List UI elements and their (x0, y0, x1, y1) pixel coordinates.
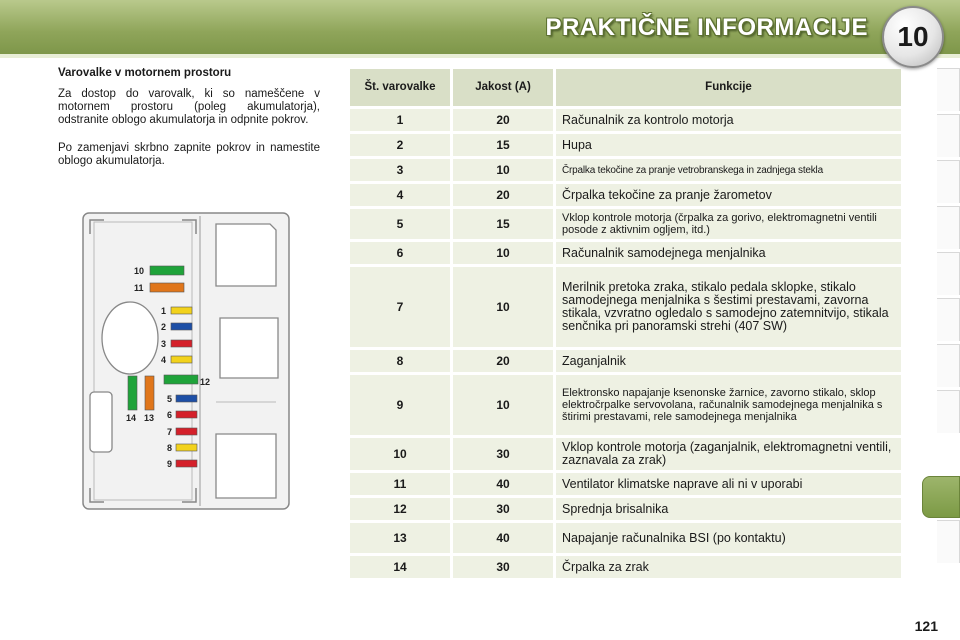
amperage-cell: 15 (453, 209, 553, 239)
amperage-cell: 40 (453, 473, 553, 495)
function-cell: Računalnik za kontrolo motorja (556, 109, 901, 131)
function-cell: Zaganjalnik (556, 350, 901, 372)
fuse-5 (176, 395, 197, 402)
section-heading: Varovalke v motornem prostoru (58, 67, 232, 79)
amperage-cell: 10 (453, 267, 553, 347)
fuse-number-cell: 3 (350, 159, 450, 181)
fuse-10 (150, 266, 184, 275)
fuse-6 (176, 411, 197, 418)
intro-paragraph: Po zamenjavi skrbno zapnite pokrov in namestite oblogo akumulatorja. (58, 142, 320, 167)
fuse-label: 6 (167, 410, 173, 420)
table-row (350, 109, 901, 131)
fuse-7 (176, 428, 197, 435)
chapter-tab[interactable] (937, 206, 960, 249)
fuse-label: 1 (161, 306, 167, 316)
fuse-label: 4 (161, 355, 167, 365)
fuse-2 (171, 323, 192, 330)
fuse-number-cell: 12 (350, 498, 450, 520)
fuse-number-cell: 4 (350, 184, 450, 206)
amperage-cell: 10 (453, 159, 553, 181)
function-cell: Napajanje računalnika BSI (po kontaktu) (556, 523, 901, 553)
function-cell: Ventilator klimatske naprave ali ni v uporabi (556, 473, 901, 495)
fuse-number-cell: 1 (350, 109, 450, 131)
table-header-row (350, 69, 901, 106)
amperage-cell: 20 (453, 109, 553, 131)
fuse-4 (171, 356, 192, 363)
table-row (350, 375, 901, 435)
table-row (350, 209, 901, 239)
chapter-tab[interactable] (937, 390, 960, 433)
amperage-cell: 10 (453, 375, 553, 435)
chapter-tab[interactable] (937, 114, 960, 157)
fuse-11 (150, 283, 184, 292)
fuse-label: 2 (161, 322, 167, 332)
page-header (0, 0, 960, 58)
fuse-label: 3 (161, 339, 167, 349)
chapter-tab[interactable] (937, 344, 960, 387)
function-cell: Računalnik samodejnega menjalnika (556, 242, 901, 264)
chapter-tabs (930, 68, 960, 578)
table-row (350, 134, 901, 156)
table-row (350, 159, 901, 181)
function-cell: Hupa (556, 134, 901, 156)
function-cell: Vklop kontrole motorja (zaganjalnik, elektromagnetni ventili, zaznavala za zrak) (556, 438, 901, 470)
amperage-cell: 30 (453, 556, 553, 578)
connector-socket (90, 392, 112, 452)
fuse-number-cell: 7 (350, 267, 450, 347)
amperage-cell: 30 (453, 498, 553, 520)
fuse-number-cell: 14 (350, 556, 450, 578)
table-row (350, 267, 901, 347)
function-cell: Črpalka tekočine za pranje žarometov (556, 184, 901, 206)
chapter-tab[interactable] (937, 520, 960, 563)
fuse-table (347, 66, 904, 581)
header-fuse-number: Št. varovalke (350, 69, 450, 106)
relay-block (216, 434, 276, 498)
chapter-tab[interactable] (937, 68, 960, 111)
amperage-cell: 15 (453, 134, 553, 156)
function-cell: Črpalka za zrak (556, 556, 901, 578)
fuse-12 (164, 375, 198, 384)
relay-block (216, 224, 276, 286)
chapter-title: PRAKTIČNE INFORMACIJE (545, 14, 868, 41)
fuse-label: 9 (167, 459, 173, 469)
page-number: 121 (914, 618, 938, 634)
table-row (350, 523, 901, 553)
table-row (350, 498, 901, 520)
intro-paragraph: Za dostop do varovalk, ki so nameščene v motornem prostoru (poleg akumulatorja), odstranite oblogo akumulatorja in odpnite pokrov. (58, 88, 320, 126)
fuse-8 (176, 444, 197, 451)
amperage-cell: 20 (453, 350, 553, 372)
fuse-label: 13 (144, 413, 155, 423)
function-cell: Elektronsko napajanje ksenonske žarnice, zavorno stikalo, sklop elektročrpalke servovolana, računalnik samodejnega menjalnika s štirimi prestavami, rele samodejnega menjalnika (556, 375, 901, 435)
fuse-label: 12 (200, 377, 211, 387)
amperage-cell: 10 (453, 242, 553, 264)
amperage-cell: 20 (453, 184, 553, 206)
fuse-13 (145, 376, 154, 410)
connector-socket (102, 302, 158, 374)
function-cell: Vklop kontrole motorja (črpalka za gorivo, elektromagnetni ventili posode z aktivnim ogljem, itd.) (556, 209, 901, 239)
amperage-cell: 30 (453, 438, 553, 470)
table-row (350, 473, 901, 495)
function-cell: Črpalka tekočine za pranje vetrobranskega in zadnjega stekla (556, 159, 901, 181)
chapter-tab[interactable] (937, 298, 960, 341)
chapter-number-badge: 10 (882, 6, 944, 68)
amperage-cell: 40 (453, 523, 553, 553)
table-row (350, 184, 901, 206)
fuse-label: 5 (167, 394, 173, 404)
fuse-1 (171, 307, 192, 314)
table-row (350, 242, 901, 264)
fuse-14 (128, 376, 137, 410)
function-cell: Sprednja brisalnika (556, 498, 901, 520)
fuse-number-cell: 8 (350, 350, 450, 372)
table-row (350, 556, 901, 578)
fuse-number-cell: 13 (350, 523, 450, 553)
table-row (350, 350, 901, 372)
fuse-box-diagram (82, 212, 290, 510)
chapter-tab[interactable] (937, 252, 960, 295)
fuse-label: 7 (167, 427, 173, 437)
fuse-3 (171, 340, 192, 347)
fuse-number-cell: 5 (350, 209, 450, 239)
fuse-number-cell: 6 (350, 242, 450, 264)
chapter-tab[interactable] (937, 160, 960, 203)
fuse-number-cell: 2 (350, 134, 450, 156)
table-row (350, 438, 901, 470)
fuse-label: 11 (134, 283, 144, 293)
fuse-label: 8 (167, 443, 173, 453)
fuse-number-cell: 10 (350, 438, 450, 470)
header-function: Funkcije (556, 69, 901, 106)
fuse-9 (176, 460, 197, 467)
fuse-label: 14 (126, 413, 137, 423)
relay-block (220, 318, 278, 378)
header-amperage: Jakost (A) (453, 69, 553, 106)
chapter-tab-active[interactable] (922, 476, 960, 518)
fuse-number-cell: 11 (350, 473, 450, 495)
fuse-label: 10 (134, 266, 145, 276)
function-cell: Merilnik pretoka zraka, stikalo pedala sklopke, stikalo samodejnega menjalnika s šestimi prestavami, zavorna stikala, vzvratno ogledalo s samodejno zatemnitvijo, stikala senčnika pri panoramski strehi (407 SW) (556, 267, 901, 347)
fuse-number-cell: 9 (350, 375, 450, 435)
